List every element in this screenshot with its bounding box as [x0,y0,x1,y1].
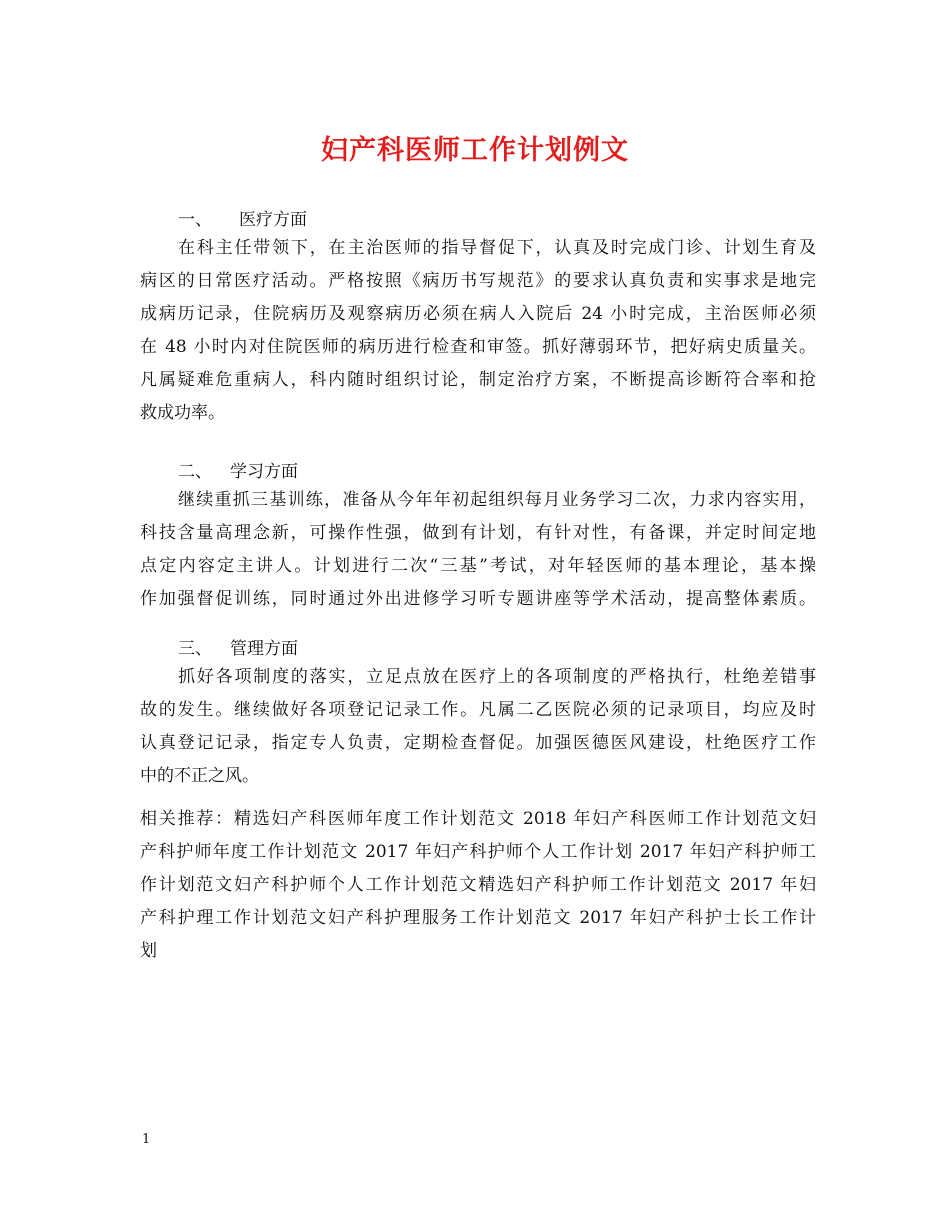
section-title: 学习方面 [230,462,298,482]
paragraph-line: 在科主任带领下，在主治医师的指导督促下，认真及时完成门诊、计划生育及 [178,238,816,258]
section-heading-2 [178,457,298,482]
paragraph-line: 作加强督促训练，同时通过外出进修学习听专题讲座等学术活动，提高整体素质。 [140,589,816,609]
paragraph-line: 科技含量高理念新，可操作性强，做到有计划，有针对性，有备课，并定时间定地 [140,523,816,543]
paragraph-line: 中的不正之风。 [140,766,259,786]
related-line: 产科护理工作计划范文妇产科护理服务工作计划范文 2017 年妇产科护士长工作计 [140,908,816,928]
section-body-2 [140,484,816,616]
section-number: 三、 [178,639,212,659]
document-title: 妇产科医师工作计划例文 [321,135,629,166]
related-line: 产科护师年度工作计划范文 2017 年妇产科护师个人工作计划 2017 年妇产科护师工 [140,842,816,862]
section-heading-3 [178,634,298,659]
section-number: 一、 [178,210,212,230]
section-body-3 [140,661,816,793]
paragraph-line: 故的发生。继续做好各项登记记录工作。凡属二乙医院必须的记录项目，均应及时 [140,700,816,720]
related-line: 作计划范文妇产科护师个人工作计划范文精选妇产科护师工作计划范文 2017 年妇 [140,875,816,895]
paragraph-line: 凡属疑难危重病人，科内随时组织讨论，制定治疗方案，不断提高诊断符合率和抢 [140,370,816,390]
related-line: 划 [140,941,157,961]
paragraph-line: 成病历记录，住院病历及观察病历必须在病人入院后 24 小时完成，主治医师必须 [140,304,816,324]
section-number: 二、 [178,462,212,482]
section-title: 医疗方面 [239,210,307,230]
paragraph-line: 继续重抓三基训练，准备从今年年初起组织每月业务学习二次，力求内容实用， [178,490,816,510]
section-body-1 [140,232,816,430]
section-title: 管理方面 [230,639,298,659]
paragraph-line: 抓好各项制度的落实，立足点放在医疗上的各项制度的严格执行，杜绝差错事 [178,667,816,687]
paragraph-line: 点定内容定主讲人。计划进行二次“三基”考试，对年轻医师的基本理论，基本操 [140,556,816,576]
related-line: 相关推荐：精选妇产科医师年度工作计划范文 2018 年妇产科医师工作计划范文妇 [140,809,816,829]
page-number: 1 [142,1132,151,1147]
paragraph-line: 认真登记记录，指定专人负责，定期检查督促。加强医德医风建设，杜绝医疗工作 [140,733,816,753]
paragraph-line: 在 48 小时内对住院医师的病历进行检查和审签。抓好薄弱环节，把好病史质量关。 [140,337,816,357]
paragraph-line: 病区的日常医疗活动。严格按照《病历书写规范》的要求认真负责和实事求是地完 [140,271,816,291]
related-recommendations [140,803,816,968]
paragraph-line: 救成功率。 [140,403,225,423]
section-heading-1 [178,205,307,230]
